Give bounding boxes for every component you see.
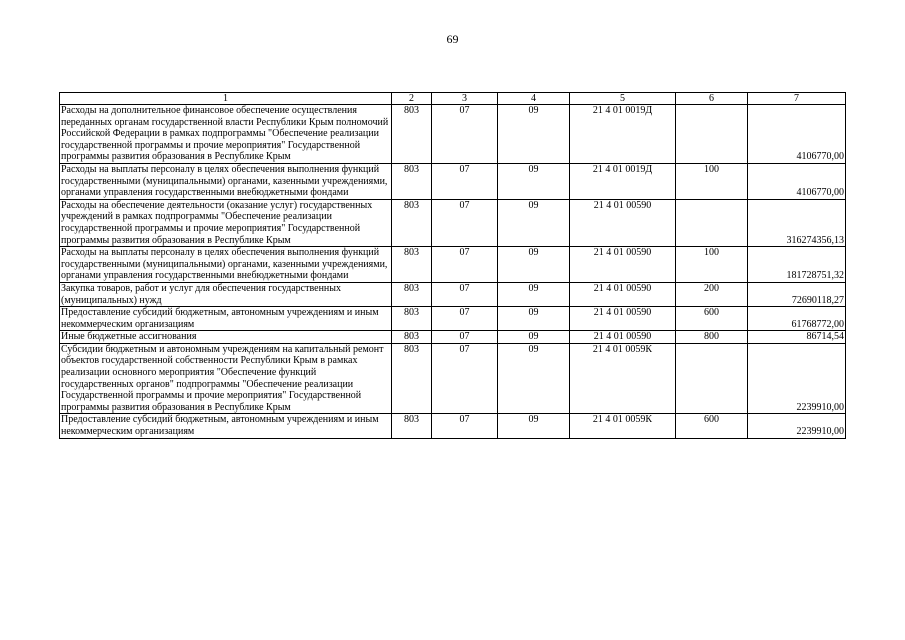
code-subsection: 09	[498, 343, 570, 414]
row-amount: 72690118,27	[748, 282, 846, 306]
table-row	[60, 199, 846, 246]
code-ministry: 803	[392, 163, 432, 199]
code-ministry: 803	[392, 307, 432, 331]
row-name: Расходы на выплаты персоналу в целях обеспечения выполнения функций государственными (муниципальными) органами, казенными учреждениями, органами управления государственными внебюджетными фондами	[60, 247, 392, 283]
row-name: Предоставление субсидий бюджетным, автономным учреждениям и иным некоммерческим организациям	[60, 414, 392, 438]
code-subsection: 09	[498, 199, 570, 246]
code-subsection: 09	[498, 247, 570, 283]
code-ministry: 803	[392, 414, 432, 438]
code-section: 07	[432, 343, 498, 414]
row-amount: 181728751,32	[748, 247, 846, 283]
row-amount: 316274356,13	[748, 199, 846, 246]
row-amount: 2239910,00	[748, 343, 846, 414]
row-name: Иные бюджетные ассигнования	[60, 331, 392, 344]
table-row	[60, 105, 846, 164]
code-expense-type	[676, 343, 748, 414]
row-name: Расходы на обеспечение деятельности (оказание услуг) государственных учреждений в рамках подпрограммы "Обеспечение реализации государственной программы и прочие мероприятия" Государственной программы развития образования в Республике Крым	[60, 199, 392, 246]
code-ministry: 803	[392, 105, 432, 164]
code-target: 21 4 01 00590	[570, 199, 676, 246]
code-section: 07	[432, 307, 498, 331]
header-cell-2: 2	[392, 93, 432, 105]
row-name: Предоставление субсидий бюджетным, автономным учреждениям и иным некоммерческим организациям	[60, 307, 392, 331]
table-header-row	[60, 93, 846, 105]
row-name: Расходы на дополнительное финансовое обеспечение осуществления переданных органам государственной власти Республики Крым полномочий Российской Федерации в рамках подпрограммы "Обеспечение реализации государственной программы и прочие мероприятия" Государственной программы развития образования в Республике Крым	[60, 105, 392, 164]
row-amount: 2239910,00	[748, 414, 846, 438]
code-section: 07	[432, 105, 498, 164]
code-subsection: 09	[498, 331, 570, 344]
table-row	[60, 331, 846, 344]
table-body	[60, 93, 846, 439]
table-row	[60, 307, 846, 331]
code-expense-type: 100	[676, 163, 748, 199]
code-ministry: 803	[392, 199, 432, 246]
code-section: 07	[432, 199, 498, 246]
row-amount: 4106770,00	[748, 105, 846, 164]
code-expense-type	[676, 199, 748, 246]
header-cell-6: 6	[676, 93, 748, 105]
header-cell-7: 7	[748, 93, 846, 105]
code-target: 21 4 01 0019Д	[570, 105, 676, 164]
code-ministry: 803	[392, 282, 432, 306]
code-section: 07	[432, 414, 498, 438]
code-section: 07	[432, 163, 498, 199]
table-row	[60, 247, 846, 283]
row-name: Субсидии бюджетным и автономным учреждениям на капитальный ремонт объектов государственной собственности Республики Крым в рамках реализации основного мероприятия "Обеспечение функций государственных органов" подпрограммы "Обеспечение реализации Государственной программы и прочие мероприятия" Государственной программы развития образования в Республике Крым	[60, 343, 392, 414]
row-amount: 4106770,00	[748, 163, 846, 199]
table-row	[60, 414, 846, 438]
row-amount: 61768772,00	[748, 307, 846, 331]
header-cell-3: 3	[432, 93, 498, 105]
code-expense-type: 800	[676, 331, 748, 344]
code-section: 07	[432, 247, 498, 283]
code-target: 21 4 01 0059К	[570, 343, 676, 414]
code-expense-type	[676, 105, 748, 164]
table-row	[60, 282, 846, 306]
page-number: 69	[446, 32, 459, 46]
code-target: 21 4 01 00590	[570, 307, 676, 331]
code-target: 21 4 01 00590	[570, 282, 676, 306]
code-expense-type: 600	[676, 414, 748, 438]
row-name: Расходы на выплаты персоналу в целях обеспечения выполнения функций государственными (муниципальными) органами, казенными учреждениями, органами управления государственными внебюджетными фондами	[60, 163, 392, 199]
code-section: 07	[432, 331, 498, 344]
code-target: 21 4 01 0059К	[570, 414, 676, 438]
row-amount: 86714,54	[748, 331, 846, 344]
code-subsection: 09	[498, 163, 570, 199]
code-target: 21 4 01 00590	[570, 247, 676, 283]
code-ministry: 803	[392, 331, 432, 344]
code-subsection: 09	[498, 307, 570, 331]
code-target: 21 4 01 0019Д	[570, 163, 676, 199]
code-ministry: 803	[392, 247, 432, 283]
header-cell-5: 5	[570, 93, 676, 105]
header-cell-1: 1	[60, 93, 392, 105]
code-expense-type: 600	[676, 307, 748, 331]
code-target: 21 4 01 00590	[570, 331, 676, 344]
budget-table	[59, 92, 846, 439]
table-row	[60, 343, 846, 414]
code-subsection: 09	[498, 105, 570, 164]
code-section: 07	[432, 282, 498, 306]
code-subsection: 09	[498, 282, 570, 306]
code-expense-type: 100	[676, 247, 748, 283]
code-ministry: 803	[392, 343, 432, 414]
table-row	[60, 163, 846, 199]
row-name: Закупка товаров, работ и услуг для обеспечения государственных (муниципальных) нужд	[60, 282, 392, 306]
header-cell-4: 4	[498, 93, 570, 105]
code-subsection: 09	[498, 414, 570, 438]
code-expense-type: 200	[676, 282, 748, 306]
